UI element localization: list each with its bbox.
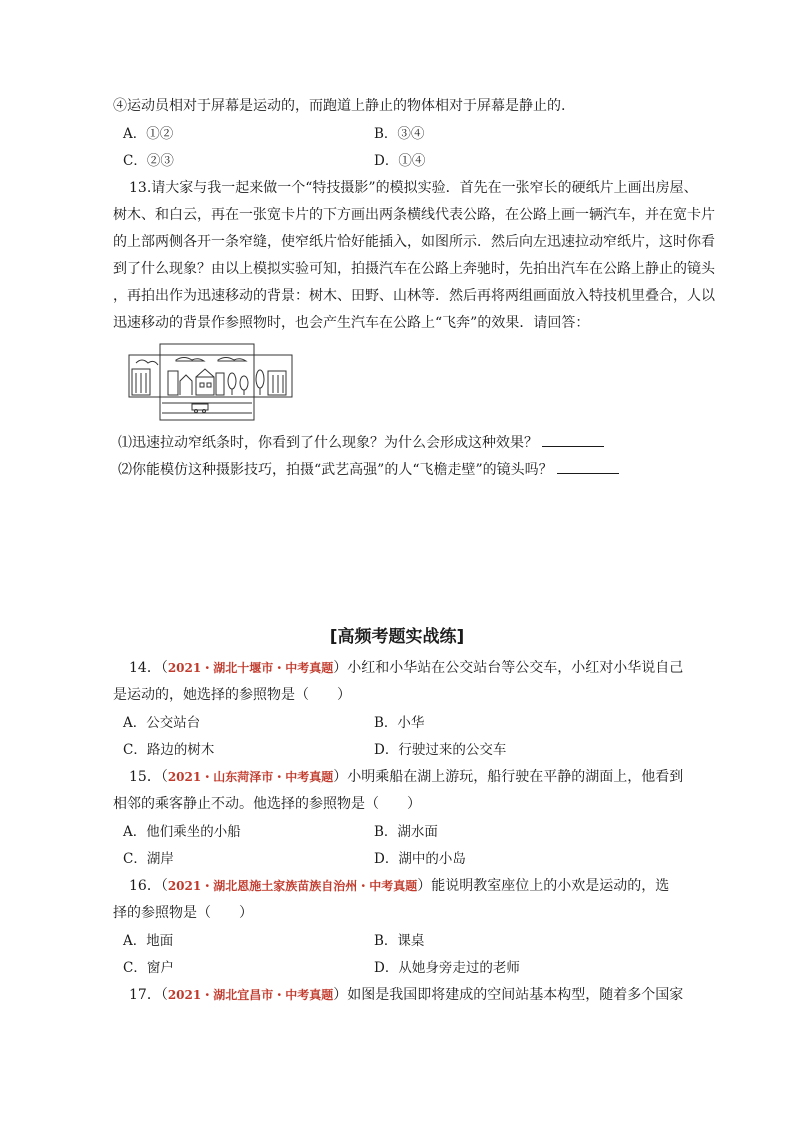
q13-line-5: ，再拍出作为迅速移动的背景：树木、田野、山林等．然后再将两组画面放入特技机里叠合，人以 bbox=[113, 288, 715, 304]
q12-option-b: B．③④ bbox=[374, 126, 425, 142]
q12-statement-4: ④运动员相对于屏幕是运动的，而跑道上静止的物体相对于屏幕是静止的. bbox=[113, 98, 566, 114]
q13-sub-question-1: ⑴迅速拉动窄纸条时，你看到了什么现象？为什么会形成这种效果？ bbox=[118, 432, 708, 453]
q12-option-d: D．①④ bbox=[374, 153, 426, 169]
q16-line-1: 16．（2021・湖北恩施土家族苗族自治州・中考真题）能说明教室座位上的小欢是运动的，选 bbox=[129, 878, 670, 894]
q15-source: 2021・山东菏泽市・中考真题 bbox=[167, 770, 334, 784]
q15-option-b: B．湖水面 bbox=[374, 824, 438, 840]
q14-option-a: A．公交站台 bbox=[123, 715, 201, 731]
q14-option-d: D．行驶过来的公交车 bbox=[374, 742, 507, 758]
q14-line-2: 是运动的，她选择的参照物是（ ） bbox=[113, 687, 351, 703]
q15-option-d: D．湖中的小岛 bbox=[374, 851, 466, 867]
q16-option-c: C．窗户 bbox=[123, 960, 174, 976]
q17-line-1: 17．（2021・湖北宜昌市・中考真题）如图是我国即将建成的空间站基本构型，随着多个国家 bbox=[129, 987, 684, 1003]
q12-option-c: C．②③ bbox=[123, 153, 174, 169]
q14-line-1: 14．（2021・湖北十堰市・中考真题）小红和小华站在公交站台等公交车，小红对小华说自己 bbox=[129, 660, 684, 676]
q15-option-a: A．他们乘坐的小船 bbox=[123, 824, 241, 840]
q13-line-4: 到了什么现象？由以上模拟实验可知，拍摄汽车在公路上奔驰时，先拍出汽车在公路上静止的镜头 bbox=[113, 261, 715, 277]
q14-option-c: C．路边的树木 bbox=[123, 742, 215, 758]
answer-blank-2[interactable] bbox=[557, 459, 619, 474]
q13-line-6: 迅速移动的背景作参照物时，也会产生汽车在公路上“飞奔”的效果．请回答： bbox=[113, 315, 590, 331]
q16-option-b: B．课桌 bbox=[374, 933, 425, 949]
q12-option-a: A．①② bbox=[123, 126, 174, 142]
q15-line-1: 15．（2021・山东菏泽市・中考真题）小明乘船在湖上游玩，船行驶在平静的湖面上，他看到 bbox=[129, 769, 684, 785]
q13-line-3: 的上部两侧各开一条窄缝，使窄纸片恰好能插入，如图所示．然后向左迅速拉动窄纸片，这时你看 bbox=[113, 234, 715, 250]
q16-option-a: A．地面 bbox=[123, 933, 174, 949]
q13-line-2: 树木、和白云，再在一张宽卡片的下方画出两条横线代表公路，在公路上画一辆汽车，并在宽卡片 bbox=[113, 207, 715, 223]
answer-blank-1[interactable] bbox=[542, 432, 604, 447]
section-title: [高频考题实战练] bbox=[329, 627, 465, 647]
special-effects-card-figure bbox=[128, 343, 293, 421]
q16-option-d: D．从她身旁走过的老师 bbox=[374, 960, 520, 976]
q13-line-1: 13.请大家与我一起来做一个“特技摄影”的模拟实验．首先在一张窄长的硬纸片上画出房屋、 bbox=[129, 180, 698, 196]
q16-line-2: 择的参照物是（ ） bbox=[113, 905, 253, 921]
q14-source: 2021・湖北十堰市・中考真题 bbox=[167, 661, 334, 675]
q13-sub-question-2: ⑵你能模仿这种摄影技巧，拍摄“武艺高强”的人“飞檐走壁”的镜头吗？ bbox=[118, 459, 708, 480]
q16-source: 2021・湖北恩施土家族苗族自治州・中考真题 bbox=[167, 879, 418, 893]
q15-option-c: C．湖岸 bbox=[123, 851, 174, 867]
q14-option-b: B．小华 bbox=[374, 715, 425, 731]
q17-source: 2021・湖北宜昌市・中考真题 bbox=[167, 988, 334, 1002]
q15-line-2: 相邻的乘客静止不动。他选择的参照物是（ ） bbox=[113, 796, 421, 812]
